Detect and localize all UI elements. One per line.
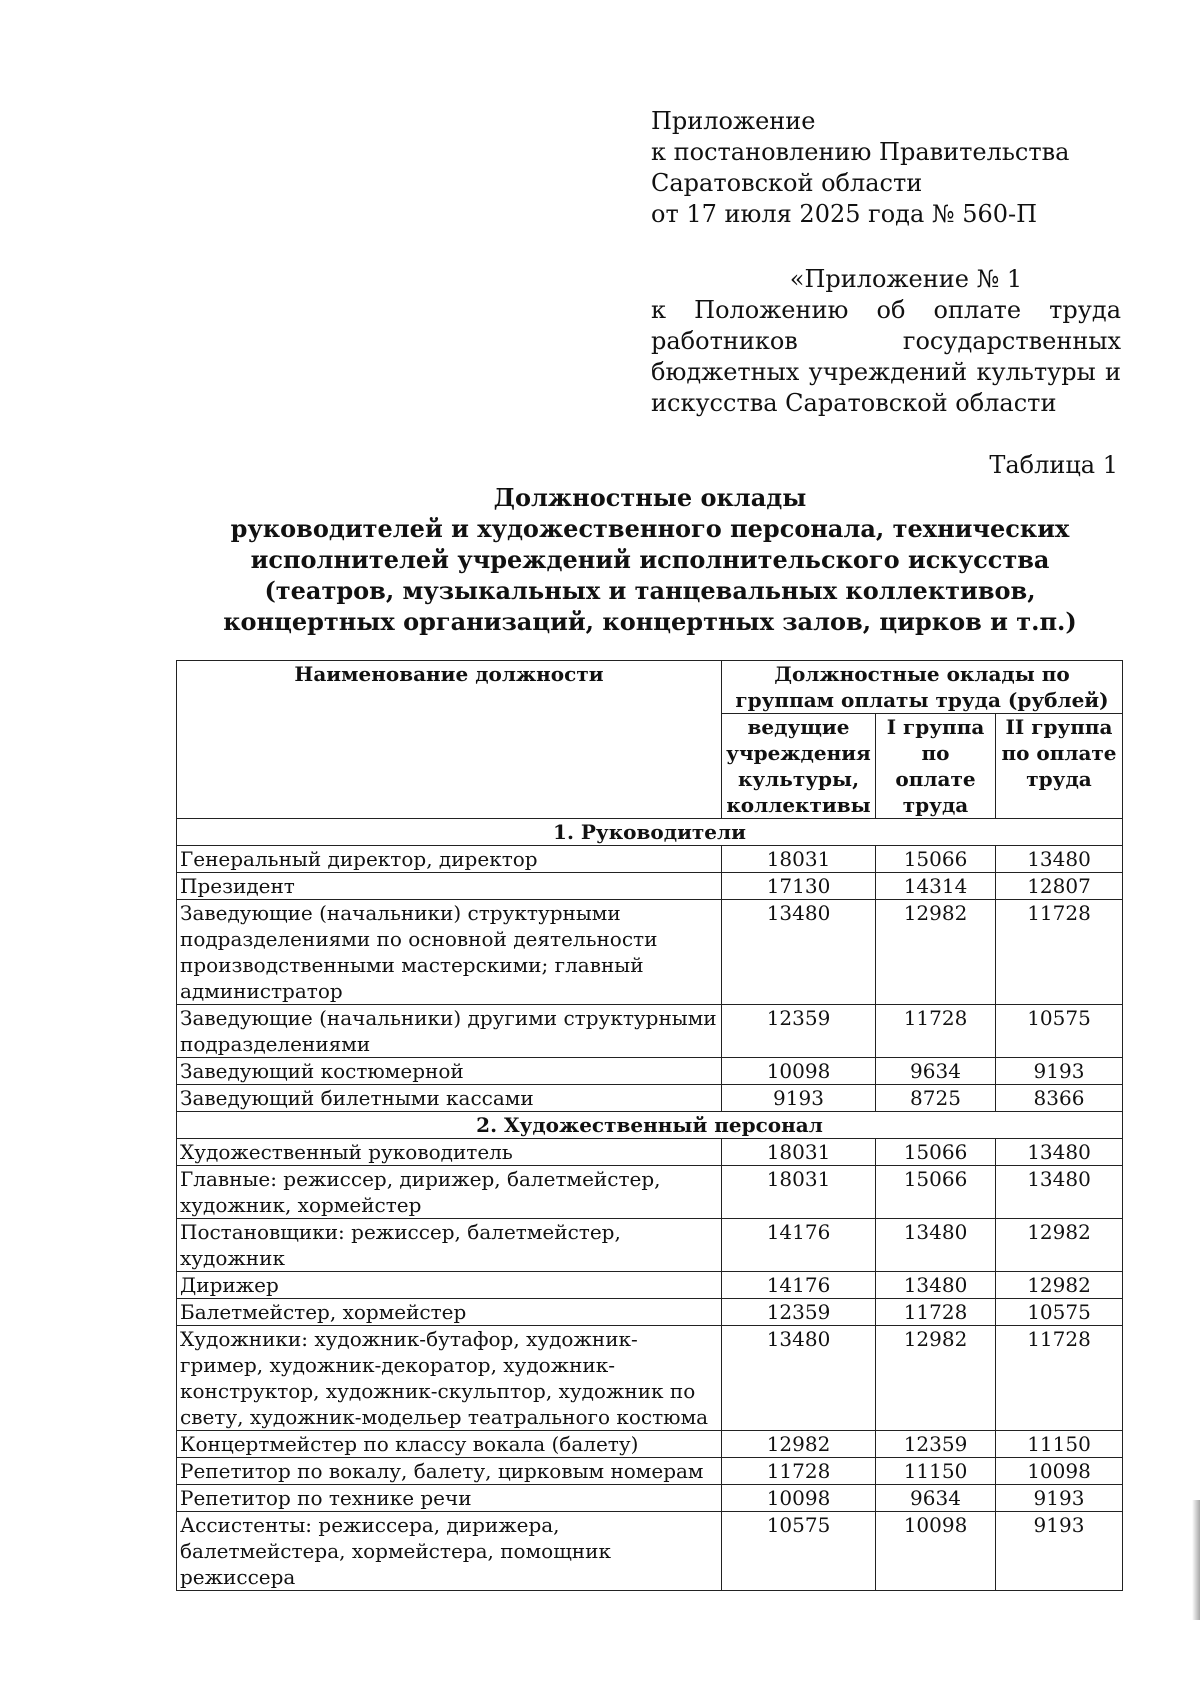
table-header-row	[177, 661, 1123, 714]
salary-group1: 10098	[876, 1512, 996, 1591]
salary-group2: 12807	[996, 873, 1123, 900]
salary-leading: 13480	[722, 1326, 876, 1431]
table-row	[177, 1326, 1123, 1431]
title-line: Должностные оклады	[493, 483, 807, 512]
salary-group1: 9634	[876, 1058, 996, 1085]
header-group: Должностные оклады по группам оплаты труда (рублей)	[722, 661, 1123, 714]
salary-table	[176, 660, 1123, 1591]
table-row	[177, 873, 1123, 900]
title-line: руководителей и художественного персонала, технических	[230, 514, 1070, 543]
section-row	[177, 819, 1123, 846]
position-name: Дирижер	[177, 1272, 722, 1299]
salary-group2: 9193	[996, 1512, 1123, 1591]
salary-leading: 10098	[722, 1058, 876, 1085]
appendix2-heading: «Приложение № 1	[789, 265, 1023, 293]
header-leading: ведущие учреждения культуры, коллективы	[722, 714, 876, 819]
table-row	[177, 1166, 1123, 1219]
salary-group1: 11728	[876, 1299, 996, 1326]
salary-leading: 17130	[722, 873, 876, 900]
header-group1: I группа по оплате труда	[876, 714, 996, 819]
table-row	[177, 1005, 1123, 1058]
position-name: Художественный руководитель	[177, 1139, 722, 1166]
salary-group1: 12982	[876, 900, 996, 1005]
salary-leading: 14176	[722, 1219, 876, 1272]
salary-group1: 13480	[876, 1219, 996, 1272]
salary-group2: 10575	[996, 1005, 1123, 1058]
salary-group1: 11728	[876, 1005, 996, 1058]
section-row	[177, 1112, 1123, 1139]
salary-leading: 18031	[722, 846, 876, 873]
table-row	[177, 1058, 1123, 1085]
salary-group2: 12982	[996, 1219, 1123, 1272]
table-row	[177, 1458, 1123, 1485]
title-line: (театров, музыкальных и танцевальных коллективов,	[264, 576, 1036, 605]
salary-leading: 9193	[722, 1085, 876, 1112]
salary-leading: 18031	[722, 1139, 876, 1166]
table-row	[177, 1299, 1123, 1326]
salary-group1: 12982	[876, 1326, 996, 1431]
salary-leading: 10098	[722, 1485, 876, 1512]
salary-group1: 13480	[876, 1272, 996, 1299]
salary-leading: 13480	[722, 900, 876, 1005]
appendix-line: Приложение	[651, 107, 816, 135]
salary-leading: 10575	[722, 1512, 876, 1591]
appendix-line: к постановлению Правительства	[651, 138, 1070, 166]
salary-group1: 9634	[876, 1485, 996, 1512]
position-name: Репетитор по технике речи	[177, 1485, 722, 1512]
salary-group2: 10575	[996, 1299, 1123, 1326]
position-name: Балетмейстер, хормейстер	[177, 1299, 722, 1326]
appendix-block	[651, 106, 1121, 230]
table-body	[177, 819, 1123, 1591]
table-row	[177, 1272, 1123, 1299]
section-title: 1. Руководители	[177, 819, 1123, 846]
salary-group1: 12359	[876, 1431, 996, 1458]
position-name: Главные: режиссер, дирижер, балетмейстер, художник, хормейстер	[177, 1166, 722, 1219]
salary-group2: 10098	[996, 1458, 1123, 1485]
salary-leading: 14176	[722, 1272, 876, 1299]
table-row	[177, 1431, 1123, 1458]
table-row	[177, 1485, 1123, 1512]
appendix-line: от 17 июля 2025 года № 560-П	[651, 200, 1038, 228]
scan-edge-shadow	[1192, 1500, 1200, 1620]
salary-group2: 9193	[996, 1485, 1123, 1512]
table-row	[177, 900, 1123, 1005]
document-title	[200, 482, 1100, 637]
position-name: Президент	[177, 873, 722, 900]
position-name: Заведующий костюмерной	[177, 1058, 722, 1085]
salary-group2: 13480	[996, 1166, 1123, 1219]
position-name: Постановщики: режиссер, балетмейстер, художник	[177, 1219, 722, 1272]
table-row	[177, 846, 1123, 873]
salary-group2: 12982	[996, 1272, 1123, 1299]
salary-group1: 15066	[876, 1139, 996, 1166]
position-name: Заведующий билетными кассами	[177, 1085, 722, 1112]
salary-group1: 14314	[876, 873, 996, 900]
section-title: 2. Художественный персонал	[177, 1112, 1123, 1139]
position-name: Художники: художник-бутафор, художник-гример, художник-декоратор, художник-конструктор, художник-скульптор, художник по свету, художник-модельер театрального костюма	[177, 1326, 722, 1431]
position-name: Репетитор по вокалу, балету, цирковым номерам	[177, 1458, 722, 1485]
table-number: Таблица 1	[989, 451, 1118, 479]
salary-group2: 13480	[996, 846, 1123, 873]
position-name: Заведующие (начальники) другими структурными подразделениями	[177, 1005, 722, 1058]
table-row	[177, 1512, 1123, 1591]
salary-leading: 18031	[722, 1166, 876, 1219]
position-name: Концертмейстер по классу вокала (балету)	[177, 1431, 722, 1458]
salary-group2: 11728	[996, 900, 1123, 1005]
salary-group2: 11728	[996, 1326, 1123, 1431]
position-name: Заведующие (начальники) структурными подразделениями по основной деятельности производственными мастерскими; главный администратор	[177, 900, 722, 1005]
position-name: Генеральный директор, директор	[177, 846, 722, 873]
salary-group1: 15066	[876, 1166, 996, 1219]
salary-group2: 9193	[996, 1058, 1123, 1085]
salary-group1: 8725	[876, 1085, 996, 1112]
salary-group2: 13480	[996, 1139, 1123, 1166]
header-group2: II группа по оплате труда	[996, 714, 1123, 819]
salary-group2: 11150	[996, 1431, 1123, 1458]
salary-leading: 11728	[722, 1458, 876, 1485]
table-row	[177, 1139, 1123, 1166]
salary-group1: 11150	[876, 1458, 996, 1485]
appendix2-body: к Положению об оплате труда работников государственных бюджетных учреждений культуры и искусства Саратовской области	[651, 296, 1121, 417]
salary-leading: 12982	[722, 1431, 876, 1458]
header-position: Наименование должности	[177, 661, 722, 819]
salary-group1: 15066	[876, 846, 996, 873]
table-row	[177, 1219, 1123, 1272]
salary-leading: 12359	[722, 1005, 876, 1058]
salary-leading: 12359	[722, 1299, 876, 1326]
title-line: концертных организаций, концертных залов, цирков и т.п.)	[223, 607, 1077, 636]
appendix-line: Саратовской области	[651, 169, 923, 197]
position-name: Ассистенты: режиссера, дирижера, балетмейстера, хормейстера, помощник режиссера	[177, 1512, 722, 1591]
table-row	[177, 1085, 1123, 1112]
title-line: исполнителей учреждений исполнительского искусства	[250, 545, 1050, 574]
salary-group2: 8366	[996, 1085, 1123, 1112]
